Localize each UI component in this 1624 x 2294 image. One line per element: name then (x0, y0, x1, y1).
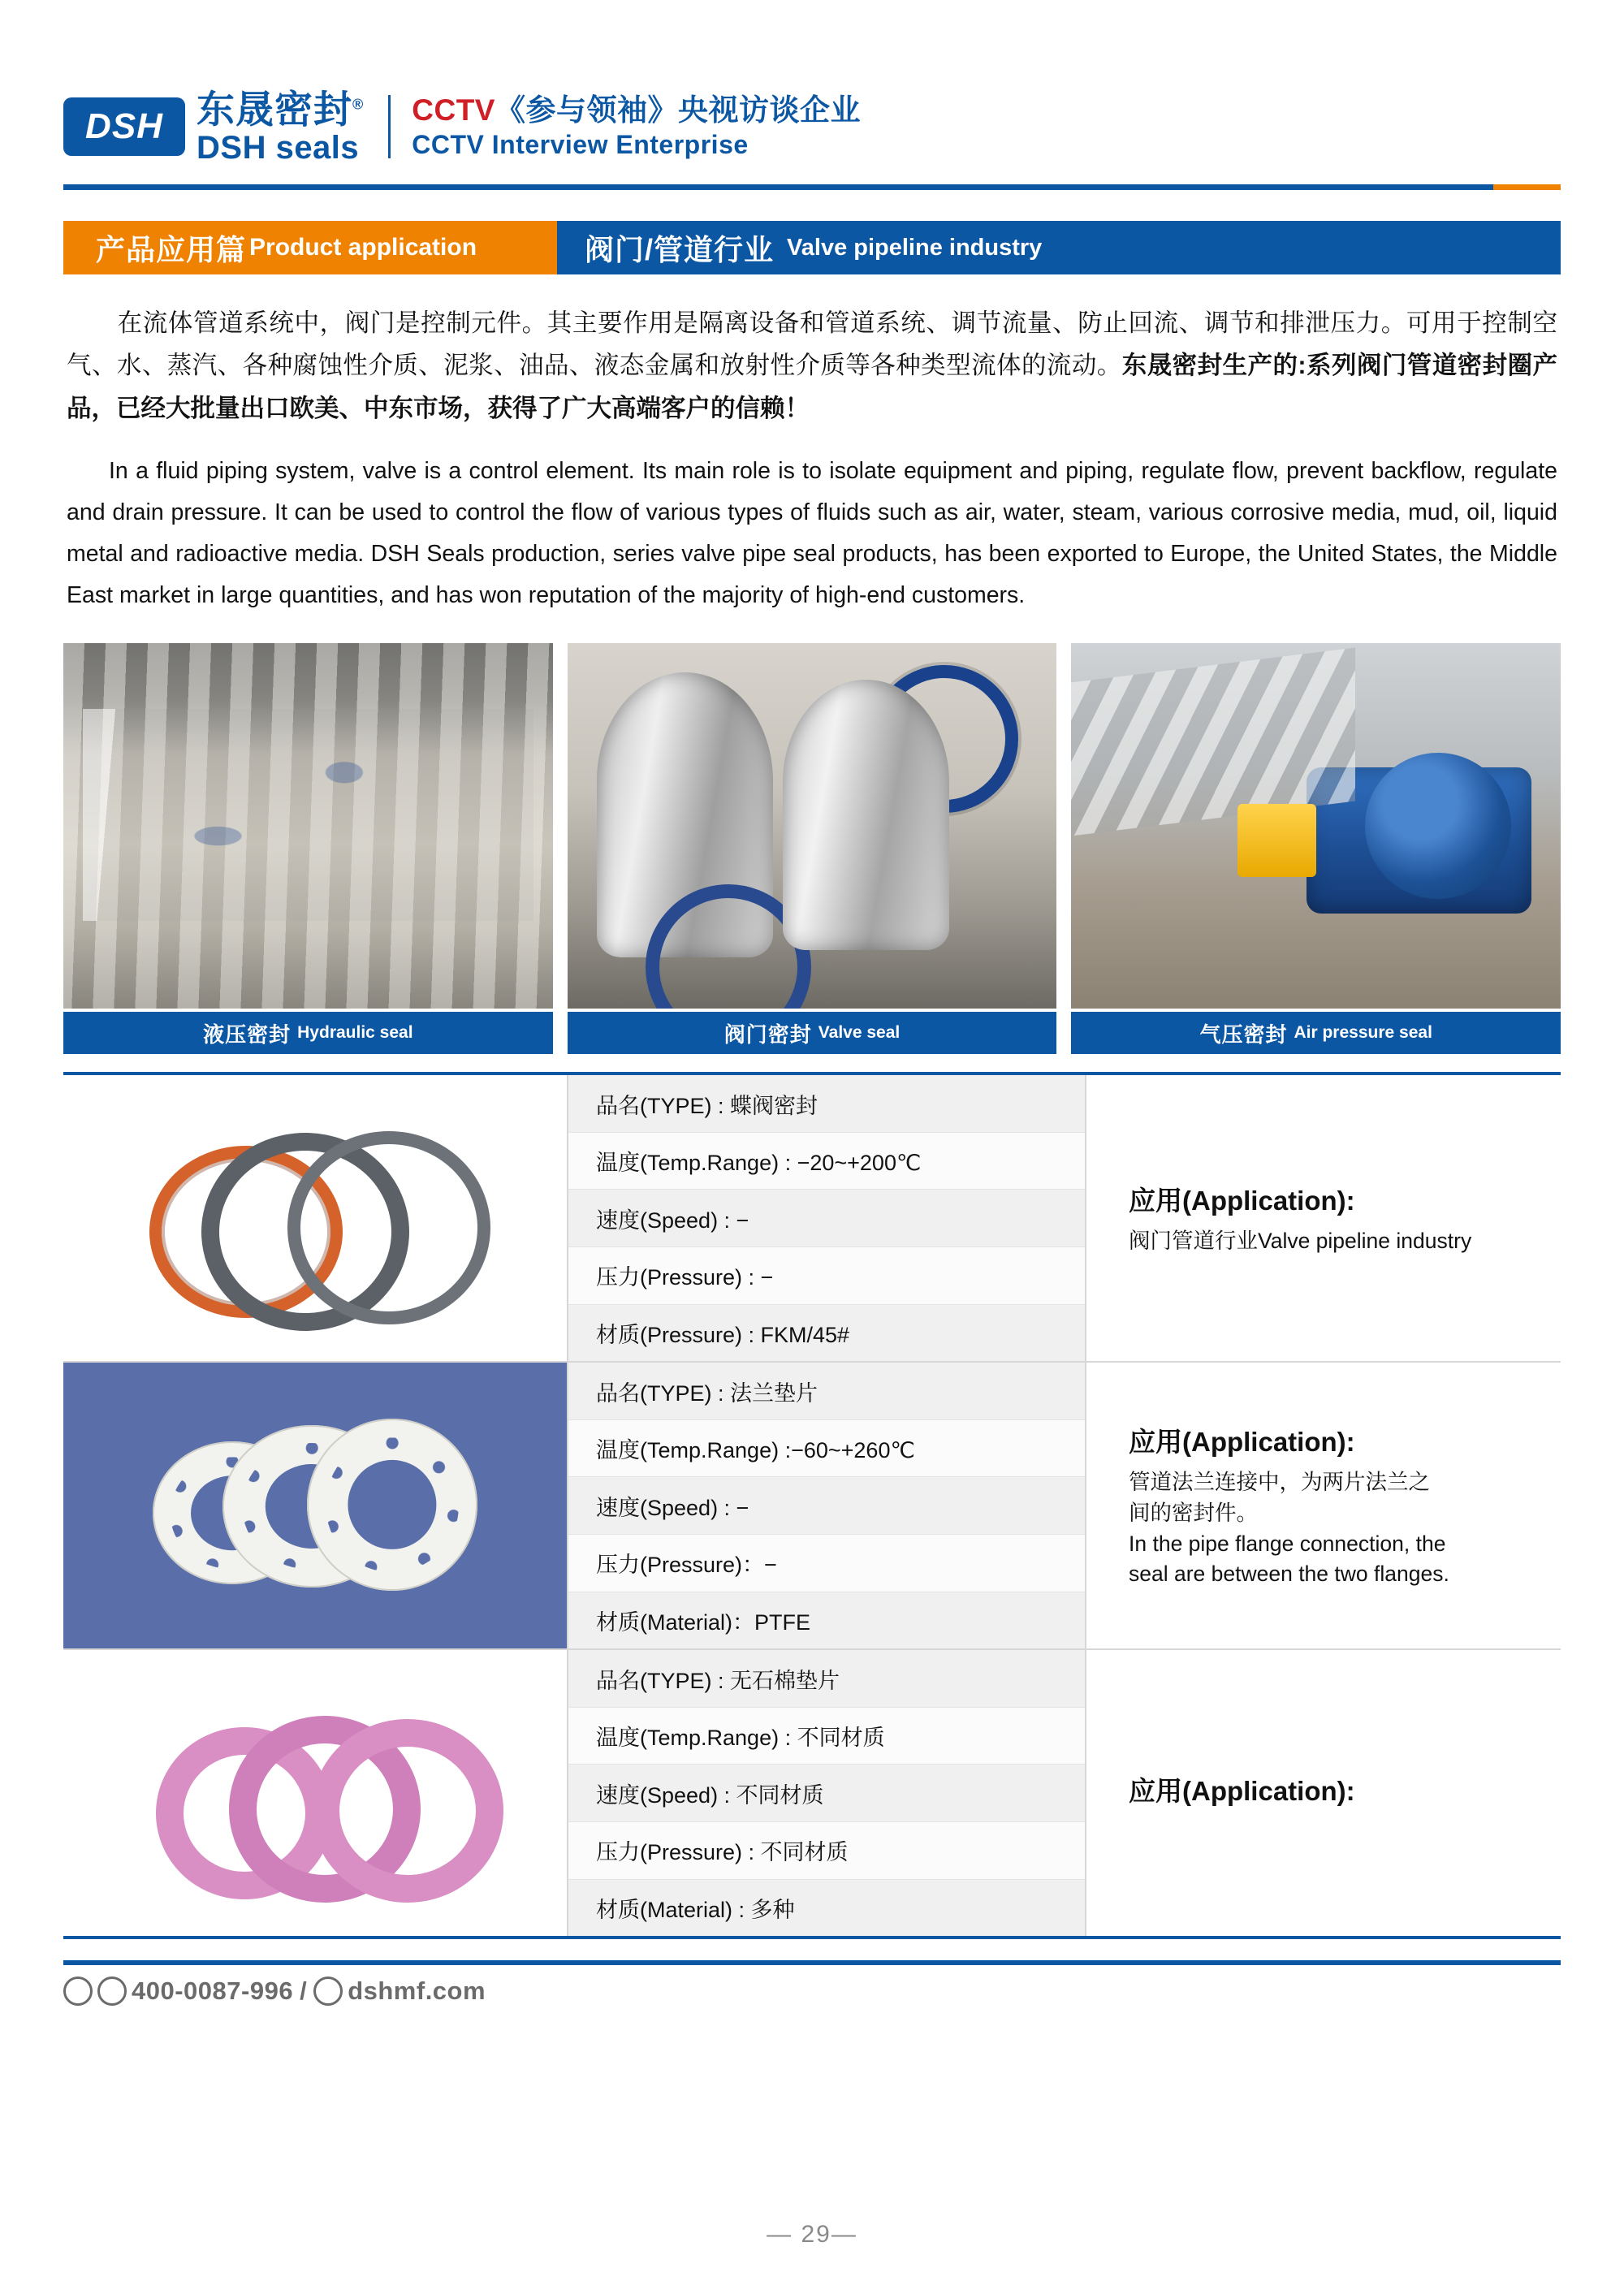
product-image-cell (63, 1650, 567, 1936)
spec-material: 材质(Pressure) : FKM/45# (568, 1305, 1085, 1362)
flange-gasket-shape (307, 1419, 477, 1591)
cctv-label: CCTV (412, 93, 495, 127)
flange-gasket-image (145, 1404, 486, 1607)
product-spec-cell (567, 1650, 1086, 1936)
photo-caption-cn: 阀门密封 (723, 1022, 812, 1047)
spec-speed: 速度(Speed) : − (568, 1190, 1085, 1247)
handwheel-icon (870, 665, 1018, 813)
photo-card-valve (568, 643, 1057, 1054)
application-line: 阀门管道行业Valve pipeline industry (1129, 1228, 1472, 1253)
spec-type: 品名(TYPE) : 蝶阀密封 (568, 1075, 1085, 1133)
photo-caption-cn: 液压密封 (203, 1022, 292, 1047)
header-rule (63, 184, 1561, 190)
product-image-cell (63, 1075, 567, 1361)
footer-website[interactable]: dshmf.com (348, 1976, 486, 2006)
brand-logo (63, 87, 365, 166)
globe-icon (313, 1976, 343, 2006)
photo-caption-valve (568, 1012, 1057, 1054)
registered-icon: ® (352, 95, 365, 112)
section-title-right-cn: 阀门/管道行业 (585, 232, 775, 266)
gate-valve-photo (568, 643, 1057, 1009)
product-spec-cell (567, 1363, 1086, 1648)
logo-mark: DSH (63, 97, 185, 156)
spec-pressure: 压力(Pressure) : 不同材质 (568, 1822, 1085, 1880)
section-titlebar (63, 221, 1561, 274)
phone-icon (63, 1976, 93, 2006)
product-application-cell (1086, 1650, 1561, 1936)
table-row (63, 1363, 1561, 1650)
intro-cn-text: 在流体管道系统中，阀门是控制元件。其主要作用是隔离设备和管道系统、调节流量、防止回流、调节和排泄压力。可用于控制空气、水、蒸汽、各种腐蚀性介质、泥浆、油品、液态金属和放射性介质等各种类型流体的流动。 (67, 309, 1557, 380)
pump-motor-photo (1071, 643, 1561, 1009)
logo-name-cn: 东晟密封® (197, 87, 365, 131)
photo-card-hydraulic (63, 643, 553, 1054)
photo-caption-en: Valve seal (818, 1023, 901, 1043)
product-spec-cell (567, 1075, 1086, 1361)
application-line: 间的密封件。 (1129, 1501, 1258, 1526)
photo-caption-cn: 气压密封 (1199, 1022, 1288, 1047)
wechat-icon (97, 1976, 127, 2006)
footer-contact (63, 1976, 486, 2006)
intro-paragraph-en (63, 451, 1561, 616)
header-divider (388, 95, 391, 158)
photo-card-air (1071, 643, 1561, 1054)
application-title: 应用(Application): (1129, 1427, 1355, 1458)
motor-shape (1365, 753, 1511, 899)
intro-cn-bold: 东晟密封生产的:系列阀门管道密封圈产品，已经大批量出口欧美、中东市场，获得了广大高端客户的信赖！ (67, 352, 1558, 422)
page-number: — 29— (767, 2221, 857, 2248)
bolt-holes-shape (326, 1438, 459, 1572)
spec-pressure: 压力(Pressure)：− (568, 1535, 1085, 1592)
photo-caption-air (1071, 1012, 1561, 1054)
table-row (63, 1650, 1561, 1936)
section-title-left (63, 221, 557, 274)
spec-temp: 温度(Temp.Range) : −20~+200℃ (568, 1133, 1085, 1190)
application-line: 管道法兰连接中，为两片法兰之 (1129, 1470, 1430, 1495)
spec-speed: 速度(Speed) : − (568, 1477, 1085, 1535)
product-application-cell (1086, 1363, 1561, 1648)
cctv-banner (412, 95, 861, 158)
spec-type: 品名(TYPE) : 法兰垫片 (568, 1363, 1085, 1420)
application-title: 应用(Application): (1129, 1185, 1355, 1216)
header-rule-accent (1493, 184, 1561, 190)
pink-gasket-shape (312, 1719, 503, 1903)
intro-en-text: In a fluid piping system, valve is a control element. Its main role is to isolate equipment and piping, regulate flow, prevent backflow, regulate and drain pressure. It can be used to control the flow of various types of fluids such as air, water, steam, various corrosive media, mud, oil, liquid metal and radioactive media. DSH Seals production, series valve pipe seal products, has been exported to Europe, the United States, the Middle East market in large quantities, and has won reputation of the majority of high-end customers. (67, 458, 1557, 608)
spec-material: 材质(Material) : 多种 (568, 1880, 1085, 1937)
application-line: seal are between the two flanges. (1129, 1562, 1449, 1587)
photo-caption-hydraulic (63, 1012, 553, 1054)
pipe-bundle-shape (1071, 648, 1355, 836)
spec-pressure: 压力(Pressure) : − (568, 1247, 1085, 1305)
page-header (63, 0, 1561, 187)
photo-caption-en: Hydraulic seal (297, 1023, 413, 1043)
page-footer (63, 1976, 1561, 2006)
spec-type: 品名(TYPE) : 无石棉垫片 (568, 1650, 1085, 1708)
section-title-left-en: Product application (249, 234, 477, 261)
butterfly-valve-seal-image (145, 1117, 486, 1320)
intro-paragraph-cn (63, 302, 1561, 430)
footer-separator: / (300, 1976, 308, 2006)
spec-material: 材质(Material)：PTFE (568, 1592, 1085, 1649)
section-title-right (557, 221, 1561, 274)
cctv-line-en: CCTV Interview Enterprise (412, 129, 749, 159)
spec-temp: 温度(Temp.Range) : 不同材质 (568, 1708, 1085, 1765)
section-title-right-en: Valve pipeline industry (787, 234, 1043, 261)
photo-gallery (63, 643, 1561, 1054)
application-title: 应用(Application): (1129, 1775, 1355, 1806)
pipe-room-photo (63, 643, 553, 1009)
product-application-cell (1086, 1075, 1561, 1361)
cctv-line-cn: CCTV《参与领袖》央视访谈企业 (412, 93, 861, 127)
spec-speed: 速度(Speed) : 不同材质 (568, 1765, 1085, 1822)
photo-caption-en: Air pressure seal (1294, 1023, 1432, 1043)
gray-seal-ring-shape (287, 1131, 490, 1324)
footer-rule (63, 1960, 1561, 1965)
footer-phone: 400-0087-996 (132, 1976, 294, 2006)
logo-text (197, 87, 365, 166)
logo-name-en: DSH seals (197, 129, 360, 166)
table-row (63, 1075, 1561, 1363)
application-line: In the pipe flange connection, the (1129, 1531, 1446, 1556)
section-title-left-cn: 产品应用篇 (96, 232, 247, 266)
spec-temp: 温度(Temp.Range) :−60~+260℃ (568, 1420, 1085, 1478)
non-asbestos-gasket-image (145, 1691, 486, 1894)
product-table (63, 1072, 1561, 1939)
handwheel-icon (646, 884, 811, 1009)
product-image-cell (63, 1363, 567, 1648)
